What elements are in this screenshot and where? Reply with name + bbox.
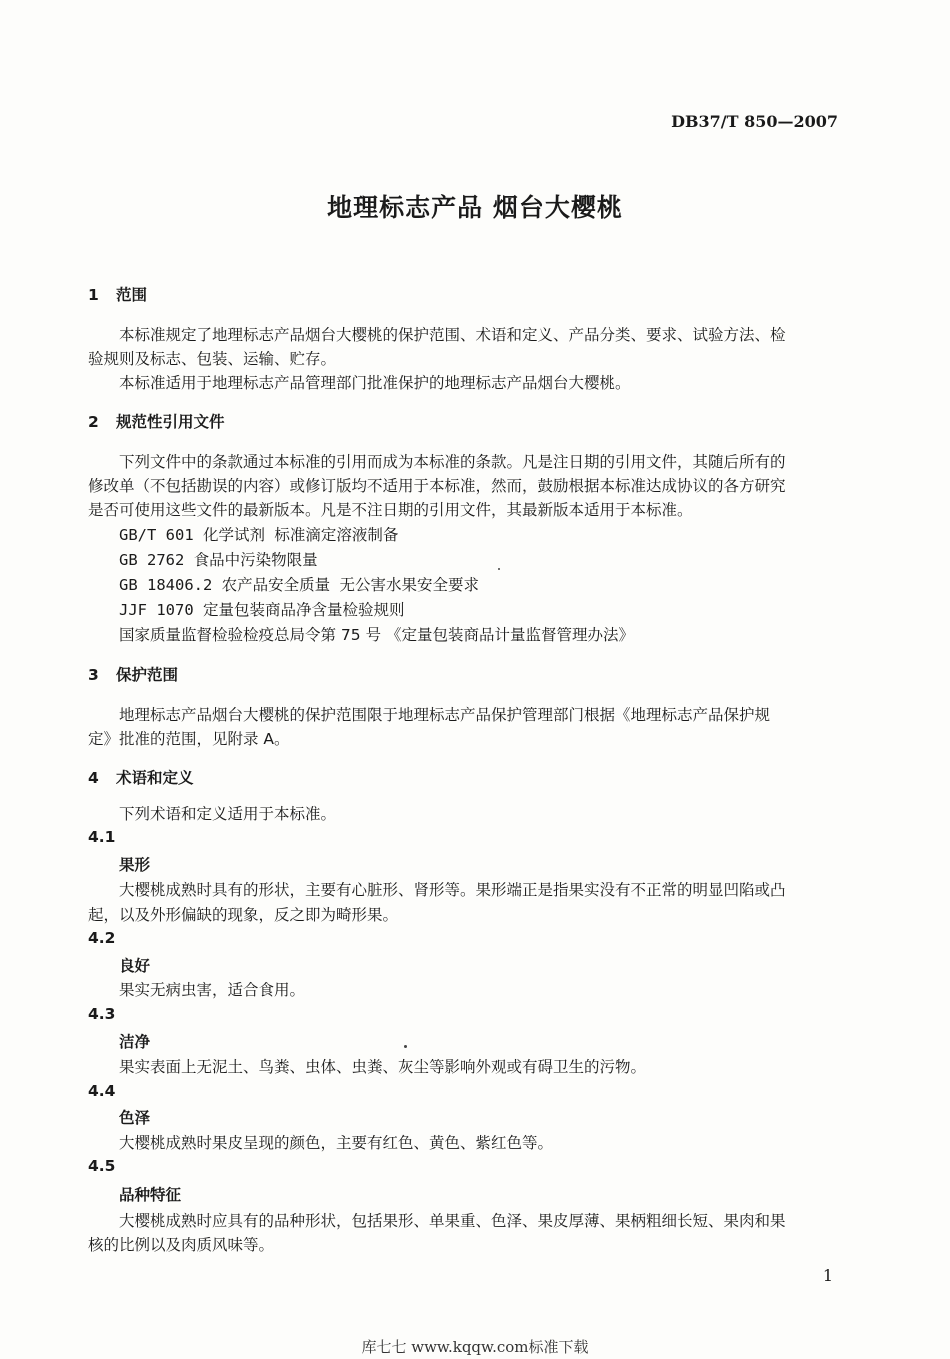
paragraph-line: 修改单（不包括勘误的内容）或修订版均不适用于本标准，然而，鼓励根据本标准达成协议的各方研究 xyxy=(88,477,786,495)
section-number: 4 xyxy=(88,769,99,787)
section-number: 1 xyxy=(88,286,99,304)
term-number: 4.5 xyxy=(88,1157,116,1175)
reference-item: GB 18406.2 农产品安全质量 无公害水果安全要求 xyxy=(119,576,479,594)
term-number: 4.3 xyxy=(88,1005,116,1023)
term-number: 4.1 xyxy=(88,828,116,846)
paragraph-line: 验规则及标志、包装、运输、贮存。 xyxy=(88,350,337,368)
scan-speck xyxy=(498,568,500,570)
section-4-heading xyxy=(88,766,194,788)
paragraph-line: 下列术语和定义适用于本标准。 xyxy=(119,805,337,823)
scan-speck xyxy=(404,1045,407,1048)
reference-item: 国家质量监督检验检疫总局令第 75 号 《定量包装商品计量监督管理办法》 xyxy=(119,626,635,644)
standard-number: DB37/T 850—2007 xyxy=(671,112,838,131)
page-title: 地理标志产品 烟台大樱桃 xyxy=(327,193,623,222)
term-name: 洁净 xyxy=(119,1033,151,1051)
paragraph-line: 是否可使用这些文件的最新版本。凡是不注日期的引用文件，其最新版本适用于本标准。 xyxy=(88,501,693,519)
term-name: 良好 xyxy=(119,957,151,975)
term-number: 4.4 xyxy=(88,1082,116,1100)
section-title: 范围 xyxy=(116,286,148,304)
paragraph-line: 地理标志产品烟台大樱桃的保护范围限于地理标志产品保护管理部门根据《地理标志产品保护规 xyxy=(119,706,771,724)
section-title: 规范性引用文件 xyxy=(116,413,225,431)
section-2-heading xyxy=(88,410,225,432)
term-number: 4.2 xyxy=(88,929,116,947)
section-1-heading xyxy=(88,283,147,305)
reference-item: GB/T 601 化学试剂 标准滴定溶液制备 xyxy=(119,526,399,544)
section-title: 术语和定义 xyxy=(116,769,194,787)
paragraph-line: 定》批准的范围，见附录 A。 xyxy=(88,730,290,748)
term-definition: 大樱桃成熟时果皮呈现的颜色，主要有红色、黄色、紫红色等。 xyxy=(119,1134,554,1152)
section-title: 保护范围 xyxy=(116,666,179,684)
term-definition: 果实表面上无泥土、鸟粪、虫体、虫粪、灰尘等影响外观或有碍卫生的污物。 xyxy=(119,1058,647,1076)
section-number: 2 xyxy=(88,413,99,431)
paragraph-line: 本标准规定了地理标志产品烟台大樱桃的保护范围、术语和定义、产品分类、要求、试验方法、检 xyxy=(119,326,786,344)
footer-watermark: 库七七 www.kqqw.com标准下载 xyxy=(361,1338,589,1356)
term-definition: 大樱桃成熟时具有的形状，主要有心脏形、肾形等。果形端正是指果实没有不正常的明显凹陷或凸 xyxy=(119,881,786,899)
term-definition: 起，以及外形偏缺的现象，反之即为畸形果。 xyxy=(88,906,399,924)
term-definition: 大樱桃成熟时应具有的品种形状，包括果形、单果重、色泽、果皮厚薄、果柄粗细长短、果肉和果 xyxy=(119,1212,786,1230)
page-number: 1 xyxy=(822,1266,833,1285)
term-name: 品种特征 xyxy=(119,1186,182,1204)
term-definition: 果实无病虫害，适合食用。 xyxy=(119,981,306,999)
term-definition: 核的比例以及肉质风味等。 xyxy=(88,1236,275,1254)
paragraph-line: 下列文件中的条款通过本标准的引用而成为本标准的条款。凡是注日期的引用文件，其随后所有的 xyxy=(119,453,786,471)
term-name: 色泽 xyxy=(119,1109,151,1127)
section-3-heading xyxy=(88,663,178,685)
reference-item: GB 2762 食品中污染物限量 xyxy=(119,551,318,569)
section-number: 3 xyxy=(88,666,99,684)
paragraph-line: 本标准适用于地理标志产品管理部门批准保护的地理标志产品烟台大樱桃。 xyxy=(119,374,631,392)
term-name: 果形 xyxy=(119,856,151,874)
reference-item: JJF 1070 定量包装商品净含量检验规则 xyxy=(119,601,405,619)
